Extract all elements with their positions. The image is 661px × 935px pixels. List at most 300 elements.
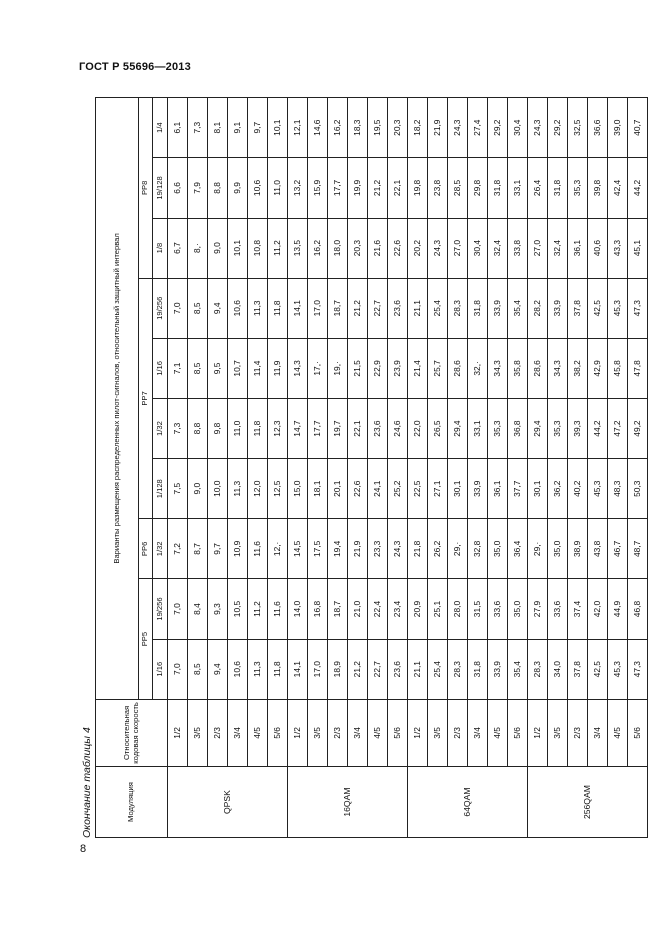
value-cell: 47,2 bbox=[608, 398, 628, 458]
table-row bbox=[628, 98, 648, 838]
value-cell: 38,2 bbox=[568, 338, 588, 398]
value-cell: 23,8 bbox=[428, 158, 448, 218]
value-cell: 21,8 bbox=[408, 519, 428, 579]
code-rate-cell: 5/6 bbox=[628, 699, 648, 766]
value-cell: 29,8 bbox=[468, 158, 488, 218]
value-cell: 10,7 bbox=[228, 338, 248, 398]
value-cell: 35,4 bbox=[508, 639, 528, 699]
value-cell: 8,8 bbox=[208, 158, 228, 218]
table-row bbox=[488, 98, 508, 838]
value-cell: 16,8 bbox=[308, 579, 328, 639]
table-row bbox=[308, 98, 328, 838]
value-cell: 42,9 bbox=[588, 338, 608, 398]
value-cell: 9,0 bbox=[208, 218, 228, 278]
value-cell: 10,5 bbox=[228, 579, 248, 639]
value-cell: 10,9 bbox=[228, 519, 248, 579]
pilot-pattern-group-header: Варианты размещения распределенных пилот-сигналов, относительный защитный интервал bbox=[96, 98, 139, 700]
modulation-cell: 64QAM bbox=[408, 767, 528, 838]
value-cell: 39,8 bbox=[588, 158, 608, 218]
guard-interval-header: 1/32 bbox=[153, 398, 168, 458]
value-cell: 48,3 bbox=[608, 459, 628, 519]
value-cell: 20,3 bbox=[348, 218, 368, 278]
value-cell: 24,3 bbox=[448, 98, 468, 158]
table-row bbox=[508, 98, 528, 838]
guard-interval-header: 1/16 bbox=[153, 639, 168, 699]
value-cell: 28,6 bbox=[528, 338, 548, 398]
value-cell: 33,8 bbox=[508, 218, 528, 278]
value-cell: 32,4 bbox=[548, 218, 568, 278]
value-cell: 14,1 bbox=[288, 278, 308, 338]
value-cell: 31,8 bbox=[548, 158, 568, 218]
value-cell: 44,2 bbox=[628, 158, 648, 218]
value-cell: 8,7 bbox=[188, 519, 208, 579]
value-cell: 29,2 bbox=[488, 98, 508, 158]
value-cell: 9,7 bbox=[208, 519, 228, 579]
code-rate-cell: 1/2 bbox=[528, 699, 548, 766]
value-cell: 22,9 bbox=[368, 338, 388, 398]
value-cell: 47,8 bbox=[628, 338, 648, 398]
value-cell: 22,1 bbox=[388, 158, 408, 218]
value-cell: 35,8 bbox=[508, 338, 528, 398]
value-cell: 7,1 bbox=[168, 338, 188, 398]
value-cell: 33,9 bbox=[488, 278, 508, 338]
value-cell: 10,6 bbox=[228, 639, 248, 699]
value-cell: 6,1 bbox=[168, 98, 188, 158]
value-cell: 14,0 bbox=[288, 579, 308, 639]
value-cell: 9,4 bbox=[208, 278, 228, 338]
value-cell: 17,0 bbox=[308, 278, 328, 338]
code-rate-cell: 4/5 bbox=[608, 699, 628, 766]
value-cell: 24,6 bbox=[388, 398, 408, 458]
code-rate-cell: 3/5 bbox=[428, 699, 448, 766]
table-row bbox=[228, 98, 248, 838]
value-cell: 35,0 bbox=[548, 519, 568, 579]
value-cell: 31,8 bbox=[468, 278, 488, 338]
value-cell: 21,6 bbox=[368, 218, 388, 278]
table-row bbox=[288, 98, 308, 838]
value-cell: 37,8 bbox=[568, 278, 588, 338]
value-cell: 7,3 bbox=[188, 98, 208, 158]
value-cell: 35,3 bbox=[488, 398, 508, 458]
value-cell: 20,1 bbox=[328, 459, 348, 519]
pattern-header-pp8: PP8 bbox=[139, 98, 153, 279]
guard-interval-header: 1/32 bbox=[153, 519, 168, 579]
modulation-header: Модуляция bbox=[96, 767, 168, 838]
value-cell: 29,· bbox=[448, 519, 468, 579]
value-cell: 14,5 bbox=[288, 519, 308, 579]
value-cell: 29,4 bbox=[448, 398, 468, 458]
guard-interval-header: 1/8 bbox=[153, 218, 168, 278]
code-rate-cell: 2/3 bbox=[328, 699, 348, 766]
value-cell: 11,2 bbox=[268, 218, 288, 278]
value-cell: 33,1 bbox=[508, 158, 528, 218]
value-cell: 11,4 bbox=[248, 338, 268, 398]
table-row bbox=[588, 98, 608, 838]
value-cell: 46,7 bbox=[608, 519, 628, 579]
value-cell: 11,8 bbox=[268, 639, 288, 699]
table-row bbox=[188, 98, 208, 838]
value-cell: 28,5 bbox=[448, 158, 468, 218]
value-cell: 17,· bbox=[308, 338, 328, 398]
value-cell: 12,1 bbox=[288, 98, 308, 158]
code-rate-cell: 5/6 bbox=[508, 699, 528, 766]
value-cell: 29,2 bbox=[548, 98, 568, 158]
code-rate-cell: 3/5 bbox=[308, 699, 328, 766]
value-cell: 11,8 bbox=[248, 398, 268, 458]
code-rate-cell: 5/6 bbox=[388, 699, 408, 766]
value-cell: 40,2 bbox=[568, 459, 588, 519]
value-cell: 11,3 bbox=[248, 639, 268, 699]
value-cell: 13,5 bbox=[288, 218, 308, 278]
value-cell: 11,0 bbox=[228, 398, 248, 458]
value-cell: 9,8 bbox=[208, 398, 228, 458]
value-cell: 35,0 bbox=[488, 519, 508, 579]
pattern-header-pp7: PP7 bbox=[139, 278, 153, 519]
table-row bbox=[268, 98, 288, 838]
value-cell: 42,0 bbox=[588, 579, 608, 639]
value-cell: 9,0 bbox=[188, 459, 208, 519]
pattern-header-pp6: PP6 bbox=[139, 519, 153, 579]
value-cell: 8,4 bbox=[188, 579, 208, 639]
value-cell: 7,2 bbox=[168, 519, 188, 579]
value-cell: 33,1 bbox=[468, 398, 488, 458]
value-cell: 27,0 bbox=[448, 218, 468, 278]
table-row bbox=[468, 98, 488, 838]
value-cell: 11,3 bbox=[228, 459, 248, 519]
value-cell: 31,8 bbox=[468, 639, 488, 699]
table-row bbox=[368, 98, 388, 838]
guard-interval-header: 19/256 bbox=[153, 579, 168, 639]
table-row bbox=[528, 98, 548, 838]
code-rate-header: Относительная кодовая скорость bbox=[96, 699, 168, 766]
value-cell: 25,7 bbox=[428, 338, 448, 398]
value-cell: 34,3 bbox=[548, 338, 568, 398]
code-rate-cell: 3/4 bbox=[228, 699, 248, 766]
value-cell: 18,0 bbox=[328, 218, 348, 278]
value-cell: 44,2 bbox=[588, 398, 608, 458]
value-cell: 32,8 bbox=[468, 519, 488, 579]
code-rate-cell: 3/5 bbox=[548, 699, 568, 766]
value-cell: 49,2 bbox=[628, 398, 648, 458]
value-cell: 46,8 bbox=[628, 579, 648, 639]
value-cell: 28,3 bbox=[448, 278, 468, 338]
value-cell: 7,0 bbox=[168, 278, 188, 338]
value-cell: 26,2 bbox=[428, 519, 448, 579]
value-cell: 33,6 bbox=[488, 579, 508, 639]
value-cell: 25,1 bbox=[428, 579, 448, 639]
guard-interval-header: 19/256 bbox=[153, 278, 168, 338]
value-cell: 20,3 bbox=[388, 98, 408, 158]
value-cell: 32,· bbox=[468, 338, 488, 398]
value-cell: 34,0 bbox=[548, 639, 568, 699]
value-cell: 21,2 bbox=[368, 158, 388, 218]
value-cell: 7,5 bbox=[168, 459, 188, 519]
value-cell: 23,3 bbox=[368, 519, 388, 579]
value-cell: 37,4 bbox=[568, 579, 588, 639]
value-cell: 23,4 bbox=[388, 579, 408, 639]
value-cell: 9,4 bbox=[208, 639, 228, 699]
value-cell: 18,7 bbox=[328, 278, 348, 338]
value-cell: 36,4 bbox=[508, 519, 528, 579]
value-cell: 19,8 bbox=[408, 158, 428, 218]
code-rate-cell: 1/2 bbox=[408, 699, 428, 766]
value-cell: 30,1 bbox=[448, 459, 468, 519]
value-cell: 27,1 bbox=[428, 459, 448, 519]
value-cell: 21,0 bbox=[348, 579, 368, 639]
value-cell: 43,8 bbox=[588, 519, 608, 579]
page-number: 8 bbox=[80, 843, 87, 855]
value-cell: 18,3 bbox=[348, 98, 368, 158]
value-cell: 23,6 bbox=[388, 278, 408, 338]
value-cell: 9,5 bbox=[208, 338, 228, 398]
value-cell: 10,0 bbox=[208, 459, 228, 519]
value-cell: 24,3 bbox=[428, 218, 448, 278]
value-cell: 45,1 bbox=[628, 218, 648, 278]
value-cell: 30,4 bbox=[508, 98, 528, 158]
code-rate-cell: 1/2 bbox=[288, 699, 308, 766]
value-cell: 47,3 bbox=[628, 639, 648, 699]
value-cell: 30,1 bbox=[528, 459, 548, 519]
code-rate-cell: 2/3 bbox=[448, 699, 468, 766]
modulation-cell: 256QAM bbox=[528, 767, 648, 838]
value-cell: 25,2 bbox=[388, 459, 408, 519]
value-cell: 21,9 bbox=[428, 98, 448, 158]
value-cell: 7,9 bbox=[188, 158, 208, 218]
value-cell: 11,6 bbox=[248, 519, 268, 579]
value-cell: 15,0 bbox=[288, 459, 308, 519]
table-row bbox=[568, 98, 588, 838]
pattern-header-pp5: PP5 bbox=[139, 579, 153, 699]
value-cell: 33,9 bbox=[488, 639, 508, 699]
value-cell: 27,4 bbox=[468, 98, 488, 158]
modulation-cell: 16QAM bbox=[288, 767, 408, 838]
value-cell: 22,4 bbox=[368, 579, 388, 639]
value-cell: 33,6 bbox=[548, 579, 568, 639]
value-cell: 6,7 bbox=[168, 218, 188, 278]
table-row bbox=[348, 98, 368, 838]
value-cell: 28,3 bbox=[528, 639, 548, 699]
value-cell: 14,3 bbox=[288, 338, 308, 398]
value-cell: 7,3 bbox=[168, 398, 188, 458]
value-cell: 50,3 bbox=[628, 459, 648, 519]
modulation-cell: QPSK bbox=[168, 767, 288, 838]
code-rate-cell: 3/4 bbox=[468, 699, 488, 766]
table-row bbox=[548, 98, 568, 838]
value-cell: 22,0 bbox=[408, 398, 428, 458]
value-cell: 9,7 bbox=[248, 98, 268, 158]
value-cell: 12,3 bbox=[268, 398, 288, 458]
value-cell: 43,3 bbox=[608, 218, 628, 278]
value-cell: 10,1 bbox=[228, 218, 248, 278]
document-header: ГОСТ Р 55696—2013 bbox=[79, 61, 191, 73]
value-cell: 14,7 bbox=[288, 398, 308, 458]
value-cell: 32,5 bbox=[568, 98, 588, 158]
value-cell: 22,5 bbox=[408, 459, 428, 519]
code-rate-cell: 5/6 bbox=[268, 699, 288, 766]
value-cell: 36,8 bbox=[508, 398, 528, 458]
table-body bbox=[168, 98, 648, 838]
table-row bbox=[448, 98, 468, 838]
value-cell: 23,9 bbox=[388, 338, 408, 398]
value-cell: 37,8 bbox=[568, 639, 588, 699]
value-cell: 26,4 bbox=[528, 158, 548, 218]
value-cell: 17,7 bbox=[308, 398, 328, 458]
value-cell: 26,5 bbox=[428, 398, 448, 458]
value-cell: 10,6 bbox=[248, 158, 268, 218]
value-cell: 19,5 bbox=[368, 98, 388, 158]
value-cell: 35,3 bbox=[548, 398, 568, 458]
value-cell: 12,5 bbox=[268, 459, 288, 519]
value-cell: 36,1 bbox=[568, 218, 588, 278]
value-cell: 45,3 bbox=[588, 459, 608, 519]
value-cell: 30,4 bbox=[468, 218, 488, 278]
value-cell: 29,· bbox=[528, 519, 548, 579]
value-cell: 10,8 bbox=[248, 218, 268, 278]
table-row bbox=[248, 98, 268, 838]
guard-interval-header: 1/4 bbox=[153, 98, 168, 158]
value-cell: 11,9 bbox=[268, 338, 288, 398]
table-row bbox=[208, 98, 228, 838]
value-cell: 39,3 bbox=[568, 398, 588, 458]
value-cell: 29,4 bbox=[528, 398, 548, 458]
value-cell: 11,2 bbox=[248, 579, 268, 639]
value-cell: 39,0 bbox=[608, 98, 628, 158]
value-cell: 21,1 bbox=[408, 278, 428, 338]
value-cell: 17,0 bbox=[308, 639, 328, 699]
value-cell: 9,3 bbox=[208, 579, 228, 639]
table-head bbox=[96, 98, 168, 838]
value-cell: 10,6 bbox=[228, 278, 248, 338]
value-cell: 12,· bbox=[268, 519, 288, 579]
value-cell: 22,6 bbox=[388, 218, 408, 278]
value-cell: 44,9 bbox=[608, 579, 628, 639]
value-cell: 33,9 bbox=[548, 278, 568, 338]
value-cell: 11,6 bbox=[268, 579, 288, 639]
value-cell: 40,7 bbox=[628, 98, 648, 158]
rotated-table-container bbox=[95, 97, 642, 838]
value-cell: 48,7 bbox=[628, 519, 648, 579]
value-cell: 45,3 bbox=[608, 639, 628, 699]
code-rate-cell: 4/5 bbox=[248, 699, 268, 766]
value-cell: 33,9 bbox=[468, 459, 488, 519]
value-cell: 8,5 bbox=[188, 639, 208, 699]
code-rate-cell: 1/2 bbox=[168, 699, 188, 766]
value-cell: 16,2 bbox=[308, 218, 328, 278]
value-cell: 21,1 bbox=[408, 639, 428, 699]
value-cell: 22,7 bbox=[368, 639, 388, 699]
value-cell: 11,8 bbox=[268, 278, 288, 338]
value-cell: 42,5 bbox=[588, 278, 608, 338]
code-rate-cell: 3/5 bbox=[188, 699, 208, 766]
value-cell: 42,5 bbox=[588, 639, 608, 699]
value-cell: 31,5 bbox=[468, 579, 488, 639]
value-cell: 28,3 bbox=[448, 639, 468, 699]
guard-interval-header: 1/16 bbox=[153, 338, 168, 398]
value-cell: 18,9 bbox=[328, 639, 348, 699]
value-cell: 24,1 bbox=[368, 459, 388, 519]
value-cell: 45,8 bbox=[608, 338, 628, 398]
value-cell: 35,4 bbox=[508, 278, 528, 338]
table-row bbox=[408, 98, 428, 838]
value-cell: 28,2 bbox=[528, 278, 548, 338]
value-cell: 32,4 bbox=[488, 218, 508, 278]
value-cell: 45,3 bbox=[608, 278, 628, 338]
value-cell: 19,7 bbox=[328, 398, 348, 458]
value-cell: 11,3 bbox=[248, 278, 268, 338]
table-row bbox=[328, 98, 348, 838]
value-cell: 21,2 bbox=[348, 278, 368, 338]
value-cell: 17,5 bbox=[308, 519, 328, 579]
value-cell: 21,9 bbox=[348, 519, 368, 579]
table-caption: Окончание таблицы 4 bbox=[81, 727, 93, 838]
value-cell: 34,3 bbox=[488, 338, 508, 398]
value-cell: 27,9 bbox=[528, 579, 548, 639]
value-cell: 18,1 bbox=[308, 459, 328, 519]
value-cell: 22,7 bbox=[368, 278, 388, 338]
value-cell: 31,8 bbox=[488, 158, 508, 218]
value-cell: 10,1 bbox=[268, 98, 288, 158]
guard-interval-header: 19/128 bbox=[153, 158, 168, 218]
value-cell: 20,9 bbox=[408, 579, 428, 639]
value-cell: 7,0 bbox=[168, 639, 188, 699]
code-rate-cell: 3/4 bbox=[588, 699, 608, 766]
value-cell: 28,6 bbox=[448, 338, 468, 398]
value-cell: 14,6 bbox=[308, 98, 328, 158]
value-cell: 14,1 bbox=[288, 639, 308, 699]
value-cell: 8,1 bbox=[208, 98, 228, 158]
value-cell: 8,· bbox=[188, 218, 208, 278]
value-cell: 21,2 bbox=[348, 639, 368, 699]
value-cell: 47,3 bbox=[628, 278, 648, 338]
table-row bbox=[168, 98, 188, 838]
value-cell: 16,2 bbox=[328, 98, 348, 158]
value-cell: 8,8 bbox=[188, 398, 208, 458]
code-rate-cell: 4/5 bbox=[488, 699, 508, 766]
value-cell: 35,0 bbox=[508, 579, 528, 639]
value-cell: 21,4 bbox=[408, 338, 428, 398]
value-cell: 28,0 bbox=[448, 579, 468, 639]
value-cell: 19,· bbox=[328, 338, 348, 398]
code-rate-cell: 3/4 bbox=[348, 699, 368, 766]
value-cell: 25,4 bbox=[428, 639, 448, 699]
code-rate-cell: 2/3 bbox=[208, 699, 228, 766]
value-cell: 17,7 bbox=[328, 158, 348, 218]
value-cell: 7,0 bbox=[168, 579, 188, 639]
value-cell: 40,6 bbox=[588, 218, 608, 278]
value-cell: 22,1 bbox=[348, 398, 368, 458]
value-cell: 38,9 bbox=[568, 519, 588, 579]
value-cell: 19,9 bbox=[348, 158, 368, 218]
value-cell: 21,5 bbox=[348, 338, 368, 398]
value-cell: 9,9 bbox=[228, 158, 248, 218]
value-cell: 23,6 bbox=[368, 398, 388, 458]
value-cell: 18,2 bbox=[408, 98, 428, 158]
value-cell: 20,2 bbox=[408, 218, 428, 278]
table-row bbox=[388, 98, 408, 838]
value-cell: 36,6 bbox=[588, 98, 608, 158]
value-cell: 24,3 bbox=[388, 519, 408, 579]
value-cell: 23,6 bbox=[388, 639, 408, 699]
table-row bbox=[428, 98, 448, 838]
data-table bbox=[95, 97, 648, 838]
value-cell: 8,5 bbox=[188, 338, 208, 398]
value-cell: 11,0 bbox=[268, 158, 288, 218]
value-cell: 19,4 bbox=[328, 519, 348, 579]
value-cell: 42,4 bbox=[608, 158, 628, 218]
table-row bbox=[608, 98, 628, 838]
value-cell: 13,2 bbox=[288, 158, 308, 218]
value-cell: 24,3 bbox=[528, 98, 548, 158]
